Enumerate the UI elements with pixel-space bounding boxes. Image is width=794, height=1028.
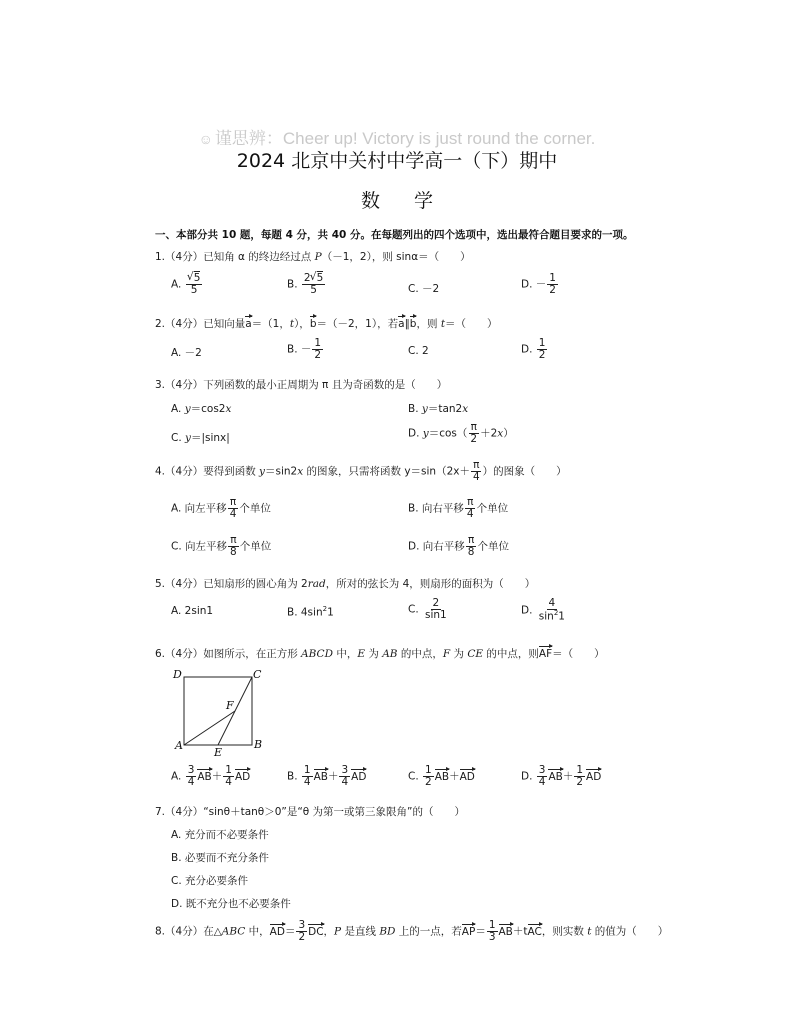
q7-option-b[interactable]: B. 必要而不充分条件 (171, 852, 269, 864)
square-abcd (184, 677, 252, 745)
q3-option-d[interactable]: D. y＝cos（ $\frac{\pi}{2}$ ＋2x） (408, 421, 514, 446)
q2-option-c[interactable]: C. 2 (408, 345, 429, 357)
q2-option-a[interactable]: A. －2 (171, 347, 202, 359)
question-7-stem: 7.（4分）“sinθ＋tanθ＞0”是“θ 为第一或第三象限角”的（ ） (155, 806, 465, 818)
q5-option-b[interactable]: B. $4\sin^21$ (287, 605, 334, 619)
q3-option-c[interactable]: C. y＝|sinx| (171, 432, 230, 444)
label-e: E (214, 746, 223, 759)
q5-option-c[interactable]: C. $\frac{2}{\sin 1}$ (408, 597, 447, 622)
q6-option-d[interactable]: D. $\frac{3}{4}$ AB＋ $\frac{1}{2}$ AD (521, 764, 602, 789)
q6-option-c[interactable]: C. $\frac{1}{2}$ AB＋AD (408, 764, 475, 789)
q7-option-c[interactable]: C. 充分必要条件 (171, 875, 249, 887)
q7-option-a[interactable]: A. 充分而不必要条件 (171, 829, 269, 841)
q2-option-d[interactable]: D. $\frac{1}{2}$ (521, 337, 546, 362)
smile-icon: ☺ (198, 131, 213, 147)
q1-option-a[interactable]: A. √ $\frac{5}{5}$ (171, 273, 203, 296)
q4-option-b[interactable]: B. 向右平移 $\frac{\pi}{4}$ 个单位 (408, 496, 509, 521)
question-8-stem: 8.（4分）在△ABC 中，AD＝ $\frac{3}{2}$ DC，P 是直线 BD 上的一点，若AP＝ $\frac{1}{3}$ AB＋tAC，则实数 t 的值为（ ） (155, 919, 669, 944)
subject-title: 数学 (360, 190, 467, 212)
q7-option-d[interactable]: D. 既不充分也不必要条件 (171, 898, 291, 910)
q2-option-b[interactable]: B. － $\frac{1}{2}$ (287, 337, 322, 362)
q5-option-d[interactable]: D. $\frac{4}{\sin^21}$ (521, 597, 565, 623)
page-title: 2024 北京中关村中学高一（下）期中 (236, 150, 558, 172)
question-4-stem: 4.（4分）要得到函数 y＝sin2x 的图象，只需将函数 y＝sin（2x＋ $\frac{\pi}{4}$ ）的图象（ ） (155, 459, 567, 484)
q1-option-b[interactable]: B. $\frac{2√ 5}{5}$ (287, 273, 326, 296)
label-d: D (173, 668, 182, 681)
question-5-stem: 5.（4分）已知扇形的圆心角为 2rad，所对的弦长为 4，则扇形的面积为（ ） (155, 578, 536, 590)
question-2-stem: 2.（4分）已知向量a＝（1，t），b＝（－2，1），若a∥b，则 t＝（ ） (155, 318, 498, 330)
label-f: F (226, 699, 234, 712)
label-c: C (253, 668, 262, 681)
q5-option-a[interactable]: A. 2sin1 (171, 605, 214, 617)
question-1-stem: 1.（4分）已知角 α 的终边经过点 P（－1，2），则 sinα＝（ ） (155, 251, 471, 263)
question-3-stem: 3.（4分）下列函数的最小正周期为 π 且为奇函数的是（ ） (155, 379, 448, 391)
q6-option-b[interactable]: B. $\frac{1}{4}$ AB＋ $\frac{3}{4}$ AD (287, 764, 367, 789)
section-instructions: 一、本部分共 10 题，每题 4 分，共 40 分。在每题列出的四个选项中，选出最符合题目要求的一项。 (155, 229, 634, 241)
question-6-stem: 6.（4分）如图所示，在正方形 ABCD 中，E 为 AB 的中点，F 为 CE 的中点，则AF＝（ ） (155, 648, 605, 660)
label-b: B (254, 738, 263, 751)
q3-option-b[interactable]: B. y＝tan2x (408, 403, 469, 415)
label-a: A (175, 739, 183, 752)
q3-option-a[interactable]: A. y＝cos2x (171, 403, 232, 415)
q4-option-d[interactable]: D. 向右平移 $\frac{\pi}{8}$ 个单位 (408, 534, 509, 559)
segment-af (184, 711, 235, 745)
q6-option-a[interactable]: A. $\frac{3}{4}$ AB＋ $\frac{1}{4}$ AD (171, 764, 251, 789)
square-figure (170, 668, 270, 760)
q1-option-c[interactable]: C. －2 (408, 283, 440, 295)
q4-option-a[interactable]: A. 向左平移 $\frac{\pi}{4}$ 个单位 (171, 496, 271, 521)
q4-option-c[interactable]: C. 向左平移 $\frac{\pi}{8}$ 个单位 (171, 534, 272, 559)
q1-option-d[interactable]: D. － $\frac{1}{2}$ (521, 272, 556, 297)
watermark-text: 谨思辨：Cheer up! Victory is just round the corner. (214, 129, 596, 148)
